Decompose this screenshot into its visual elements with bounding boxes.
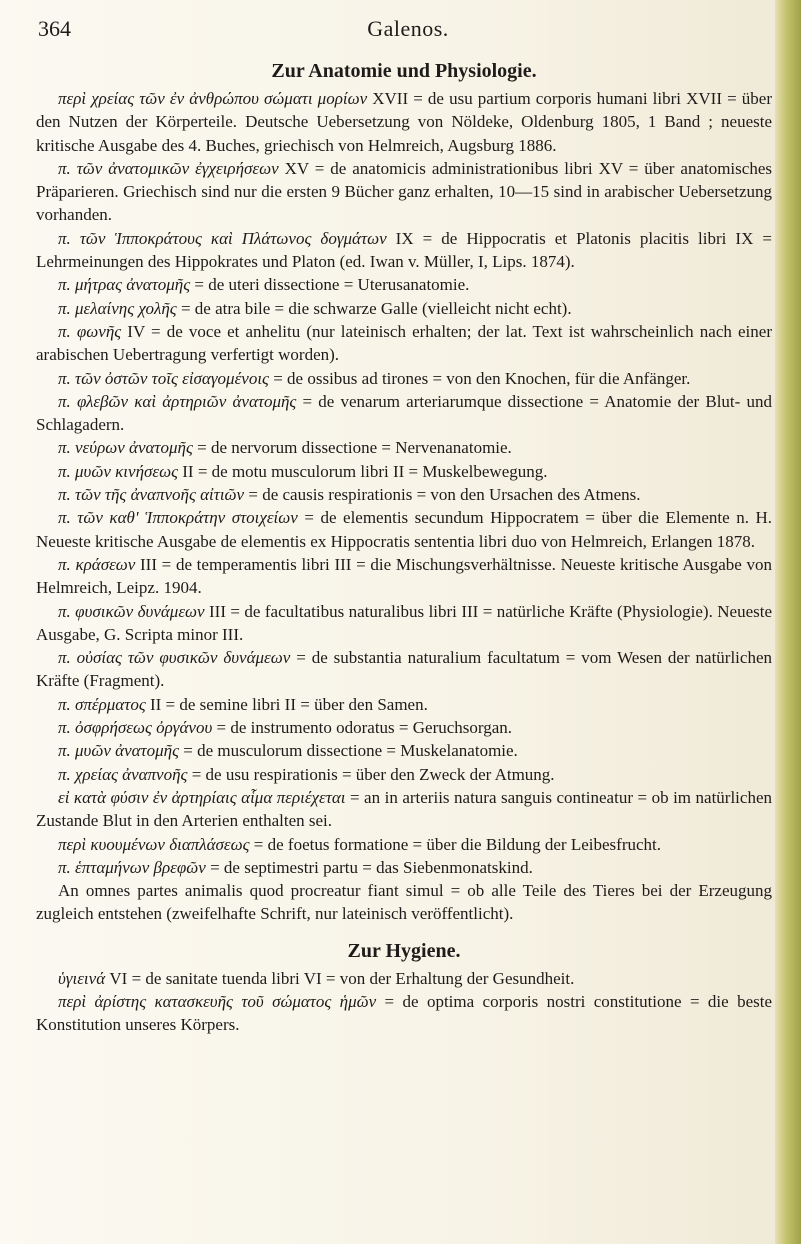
entry — [36, 600, 772, 647]
greek-title: π. μελαίνης χολῆς — [58, 298, 177, 318]
entry — [36, 87, 772, 157]
entry-text: IV = de voce et anhelitu (nur lateinisch erhalten; der lat. Text ist wahrscheinlich nach einer arabischen Uebertragung verfertigt worden). — [36, 321, 772, 365]
running-title: Galenos. — [367, 16, 449, 41]
entry — [36, 506, 772, 553]
entry — [36, 716, 772, 739]
greek-title: π. ἑπταμήνων βρεφῶν — [58, 857, 206, 877]
entry — [36, 646, 772, 693]
entry-text: = de causis respirationis = von den Ursachen des Atmens. — [244, 485, 641, 505]
entry-text: II = de motu musculorum libri II = Muskelbewegung. — [178, 461, 548, 481]
entry-text: II = de semine libri II = über den Samen. — [145, 694, 428, 714]
entry-text: XV = de anatomicis administrationibus libri XV = über anatomisches Präparieren. Griechisch sind nur die ersten 9 Bücher ganz erhalten, 10—15 sind in arabischer Uebersetzung vorhanden. — [36, 158, 772, 225]
entry-text: IX = de Hippocratis et Platonis placitis libri IX = Lehrmeinungen des Hippokrates und Platon (ed. Iwan v. Müller, I, Lips. 1874). — [36, 228, 772, 272]
entry-text: = de foetus formatione = über die Bildung der Leibesfrucht. — [249, 834, 662, 854]
entry-text: VI = de sanitate tuenda libri VI = von der Erhaltung der Gesundheit. — [105, 968, 575, 988]
greek-title: π. τῶν τῆς ἀναπνοῆς αἰτιῶν — [58, 485, 245, 505]
entry-text: III = de temperamentis libri III = die Mischungsverhältnisse. Neueste kritische Ausgabe von Helmreich, Leipz. 1904. — [36, 554, 772, 598]
entry — [36, 460, 772, 483]
entry-text: = de usu respirationis = über den Zweck der Atmung. — [187, 764, 555, 784]
entry-text: = de musculorum dissectione = Muskelanatomie. — [179, 741, 518, 761]
greek-title: π. φυσικῶν δυνάμεων — [58, 601, 205, 621]
entry — [36, 553, 772, 600]
entry — [36, 879, 772, 926]
entry — [36, 786, 772, 833]
greek-title: π. μυῶν ἀνατομῆς — [58, 741, 179, 761]
greek-title: ὑγιεινά — [58, 968, 106, 988]
greek-title: π. φωνῆς — [58, 321, 122, 341]
entry — [36, 320, 772, 367]
greek-title: περὶ χρείας τῶν ἐν ἀνθρώπου σώματι μορίων — [58, 89, 368, 108]
entry-text: XVII = de usu partium corporis humani libri XVII = über den Nutzen der Körperteile. Deutsche Uebersetzung von Nöldeke, Oldenburg 1805, 1 Band ; neueste kritische Ausgabe des 4. Buches, griechisch von Helmreich, Augsburg 1886. — [36, 89, 773, 155]
entry — [36, 390, 772, 437]
greek-title: π. τῶν ὀστῶν τοῖς εἰσαγομένοις — [58, 368, 269, 388]
entry-text: = de elementis secundum Hippocratem = über die Elemente n. H. Neueste kritische Ausgabe de elementis ex Hippocratis sententia libri duo von Helmreich, Erlangen 1878. — [36, 508, 772, 551]
running-head — [38, 16, 778, 46]
greek-title: περὶ ἀρίστης κατασκευῆς τοῦ σώματος ἡμῶν — [58, 991, 377, 1011]
entry — [36, 297, 772, 320]
section-heading-hygiene: Zur Hygiene. — [347, 939, 461, 962]
entry — [36, 763, 772, 786]
entry-text: = de septimestri partu = das Siebenmonatskind. — [205, 857, 533, 877]
greek-title: π. μήτρας ἀνατομῆς — [58, 275, 191, 295]
entry-text: = de uteri dissectione = Uterusanatomie. — [190, 275, 470, 295]
greek-title: π. μυῶν κινήσεως — [58, 461, 178, 481]
greek-title: π. σπέρματος — [58, 694, 146, 714]
entry-text: = an in arteriis natura sanguis contineatur = ob im natürlichen Zustande Blut in den Arterien enthalten sei. — [36, 787, 772, 831]
entry — [36, 990, 772, 1037]
greek-title: π. οὐσίας τῶν φυσικῶν δυνάμεων — [58, 648, 291, 668]
entry — [36, 227, 772, 274]
entry-text: An omnes partes animalis quod procreatur fiant simul = ob alle Teile des Tieres bei der Erzeugung zugleich entstehen (zweifelhafte Schrift, nur lateinisch veröffentlicht). — [36, 881, 772, 924]
page-number: 364 — [38, 16, 71, 41]
entry-text: = de instrumento odoratus = Geruchsorgan. — [212, 718, 513, 738]
entry-text: III = de facultatibus naturalibus libri III = natürliche Kräfte (Physiologie). Neueste Ausgabe, G. Scripta minor III. — [36, 601, 772, 644]
entry — [36, 833, 772, 856]
entry — [36, 367, 772, 390]
entry — [36, 483, 772, 506]
entry — [36, 693, 772, 716]
entry — [36, 273, 772, 296]
section-heading-anatomy: Zur Anatomie und Physiologie. — [271, 60, 537, 82]
greek-title: π. φλεβῶν καὶ ἀρτηριῶν ἀνατομῆς — [58, 391, 297, 411]
greek-title: π. χρείας ἀναπνοῆς — [58, 764, 188, 784]
greek-title: εἰ κατὰ φύσιν ἐν ἀρτηρίαις αἷμα περιέχεται — [58, 787, 346, 807]
greek-title: περὶ κυουμένων διαπλάσεως — [58, 834, 250, 854]
greek-title: π. τῶν Ἱπποκράτους καὶ Πλάτωνος δογμάτων — [58, 228, 387, 248]
greek-title: π. νεύρων ἀνατομῆς — [58, 438, 193, 458]
entry-text: = de atra bile = die schwarze Galle (vielleicht nicht echt). — [176, 298, 572, 318]
entry — [36, 157, 772, 227]
entry-text: = de substantia naturalium facultatum = vom Wesen der natürlichen Kräfte (Fragment). — [36, 648, 772, 691]
entry — [36, 739, 772, 762]
entry — [36, 436, 772, 459]
entry-text: = de nervorum dissectione = Nervenanatomie. — [192, 438, 512, 458]
entry-text: = de optima corporis nostri constitutione = die beste Konstitution unseres Körpers. — [36, 991, 772, 1035]
greek-title: π. τῶν καθ' Ἱπποκράτην στοιχείων — [58, 508, 298, 528]
page-content — [36, 60, 772, 1037]
entry — [36, 856, 772, 879]
greek-title: π. ὀσφρήσεως ὀργάνου — [58, 718, 213, 738]
entry — [36, 967, 772, 990]
greek-title: π. τῶν ἀνατομικῶν ἐγχειρήσεων — [58, 158, 279, 178]
page-edge-shadow — [775, 0, 801, 1244]
entry-text: = de venarum arteriarumque dissectione = Anatomie der Blut- und Schlagadern. — [36, 391, 772, 435]
entry-text: = de ossibus ad tirones = von den Knochen, für die Anfänger. — [268, 368, 691, 388]
greek-title: π. κράσεων — [58, 554, 136, 574]
